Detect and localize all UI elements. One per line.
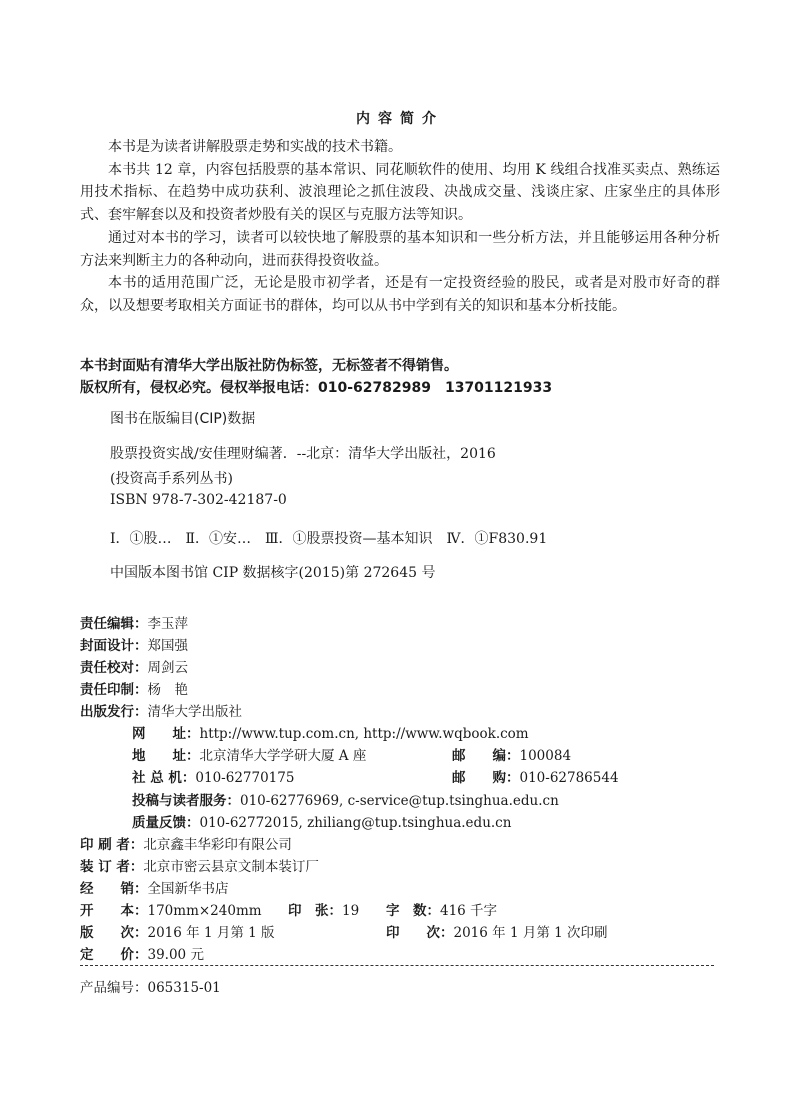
credit-binder bbox=[80, 856, 319, 878]
credit-label: 版 次： bbox=[80, 925, 148, 941]
cip-bibliographic: 股票投资实战/安佳理财编著．--北京：清华大学出版社，2016 bbox=[110, 446, 496, 462]
info-value: 010-62786544 bbox=[519, 770, 619, 786]
credit-print-manager bbox=[80, 679, 188, 701]
credit-value: 2016 年 1 月第 1 次印刷 bbox=[453, 925, 608, 941]
credit-value: 全国新华书店 bbox=[147, 881, 229, 897]
summary-paragraph-3: 通过对本书的学习，读者可以较快地了解股票的基本知识和一些分析方法，并且能够运用各种分析方法来判断主力的各种动向，进而获得投资收益。 bbox=[80, 229, 720, 269]
credit-publisher bbox=[80, 701, 242, 723]
publisher-website bbox=[132, 723, 529, 745]
credit-value: 170mm×240mm bbox=[147, 903, 262, 919]
spec-word-count bbox=[386, 900, 497, 922]
spec-format bbox=[80, 900, 262, 922]
info-value: 010-62770175 bbox=[195, 770, 295, 786]
credit-cover-design bbox=[80, 635, 188, 657]
credit-value: 周剑云 bbox=[147, 660, 188, 676]
spec-sheets bbox=[288, 900, 359, 922]
info-value: 010-62772015, zhiliang@tup.tsinghua.edu.cn bbox=[199, 815, 512, 831]
publisher-mail-order bbox=[452, 767, 619, 789]
credit-label: 责任校对： bbox=[80, 660, 148, 676]
summary-paragraph-2: 本书共 12 章，内容包括股票的基本常识、同花顺软件的使用、均用 K 线组合找准买卖点、熟练运用技术指标、在趋势中成功获利、波浪理论之抓住波段、决战成交量、浅谈庄家、庄家坐庄的具体形式、套牢解套以及和投资者炒股有关的误区与克服方法等知识。 bbox=[80, 161, 720, 224]
credit-label: 开 本： bbox=[80, 903, 148, 919]
credit-label: 封面设计： bbox=[80, 638, 148, 654]
publisher-switchboard bbox=[132, 767, 294, 789]
credit-label: 责任印制： bbox=[80, 682, 148, 698]
info-label: 邮 编： bbox=[452, 748, 520, 764]
publisher-quality-feedback bbox=[132, 812, 511, 834]
anti-counterfeit-notice: 本书封面贴有清华大学出版社防伪标签，无标签者不得销售。 bbox=[80, 358, 458, 374]
credit-label: 印 刷 者： bbox=[80, 837, 144, 853]
publisher-reader-service bbox=[132, 790, 559, 812]
info-value: http://www.tup.com.cn, http://www.wqbook.com bbox=[199, 726, 529, 742]
credit-label: 印 张： bbox=[288, 903, 342, 919]
cip-record-number: 中国版本图书馆 CIP 数据核字(2015)第 272645 号 bbox=[110, 565, 436, 581]
credit-proofreader bbox=[80, 657, 188, 679]
credit-value: 杨 艳 bbox=[147, 682, 188, 698]
cip-classification: Ⅰ．①股… Ⅱ．①安… Ⅲ．①股票投资—基本知识 Ⅳ．①F830.91 bbox=[110, 531, 548, 547]
publisher-address bbox=[132, 745, 366, 767]
content-summary bbox=[80, 136, 720, 318]
credit-value: 2016 年 1 月第 1 版 bbox=[147, 925, 275, 941]
spec-impression bbox=[386, 922, 608, 944]
credit-printer bbox=[80, 834, 292, 856]
credit-value: 清华大学出版社 bbox=[147, 704, 242, 720]
spec-price bbox=[80, 944, 204, 966]
credit-value: 416 千字 bbox=[440, 903, 498, 919]
credit-label: 字 数： bbox=[386, 903, 440, 919]
summary-paragraph-4: 本书的适用范围广泛，无论是股市初学者，还是有一定投资经验的股民，或者是对股市好奇的群众，以及想要考取相关方面证书的群体，均可以从书中学到有关的知识和基本分析技能。 bbox=[80, 275, 720, 314]
rights-notice: 版权所有，侵权必究。侵权举报电话：010-62782989 13701121933 bbox=[80, 380, 553, 396]
credit-label: 装 订 者： bbox=[80, 859, 144, 875]
credit-value: 郑国强 bbox=[147, 638, 188, 654]
info-label: 网 址： bbox=[132, 726, 200, 742]
cip-isbn: ISBN 978-7-302-42187-0 bbox=[110, 492, 287, 508]
info-value: 北京清华大学学研大厦 A 座 bbox=[199, 748, 367, 764]
info-label: 地 址： bbox=[132, 748, 200, 764]
spec-edition bbox=[80, 922, 275, 944]
credit-value: 李玉萍 bbox=[147, 616, 188, 632]
credit-label: 印 次： bbox=[386, 925, 454, 941]
credit-editor bbox=[80, 613, 188, 635]
summary-paragraph-1: 本书是为读者讲解股票走势和实战的技术书籍。 bbox=[108, 139, 402, 155]
credit-value: 北京市密云县京文制本装订厂 bbox=[143, 859, 319, 875]
info-label: 投稿与读者服务： bbox=[132, 793, 240, 809]
credit-label: 出版发行： bbox=[80, 704, 148, 720]
copyright-notice bbox=[80, 355, 720, 399]
product-number: 产品编号：065315-01 bbox=[80, 980, 221, 996]
info-label: 邮 购： bbox=[452, 770, 520, 786]
credit-value: 北京鑫丰华彩印有限公司 bbox=[143, 837, 292, 853]
info-label: 社 总 机： bbox=[132, 770, 196, 786]
credit-value: 19 bbox=[342, 903, 360, 919]
info-label: 质量反馈： bbox=[132, 815, 200, 831]
dashed-divider bbox=[80, 965, 714, 966]
cip-heading: 图书在版编目(CIP)数据 bbox=[110, 411, 256, 427]
info-value: 100084 bbox=[519, 748, 572, 764]
page-title: 内容简介 bbox=[356, 111, 444, 127]
credit-label: 定 价： bbox=[80, 947, 148, 963]
publisher-zipcode bbox=[452, 745, 571, 767]
credit-value: 39.00 元 bbox=[147, 947, 204, 963]
info-value: 010-62776969, c-service@tup.tsinghua.edu.cn bbox=[240, 793, 559, 809]
credit-distributor bbox=[80, 878, 229, 900]
credit-label: 责任编辑： bbox=[80, 616, 148, 632]
credit-label: 经 销： bbox=[80, 881, 148, 897]
cip-series: (投资高手系列丛书) bbox=[110, 471, 233, 487]
